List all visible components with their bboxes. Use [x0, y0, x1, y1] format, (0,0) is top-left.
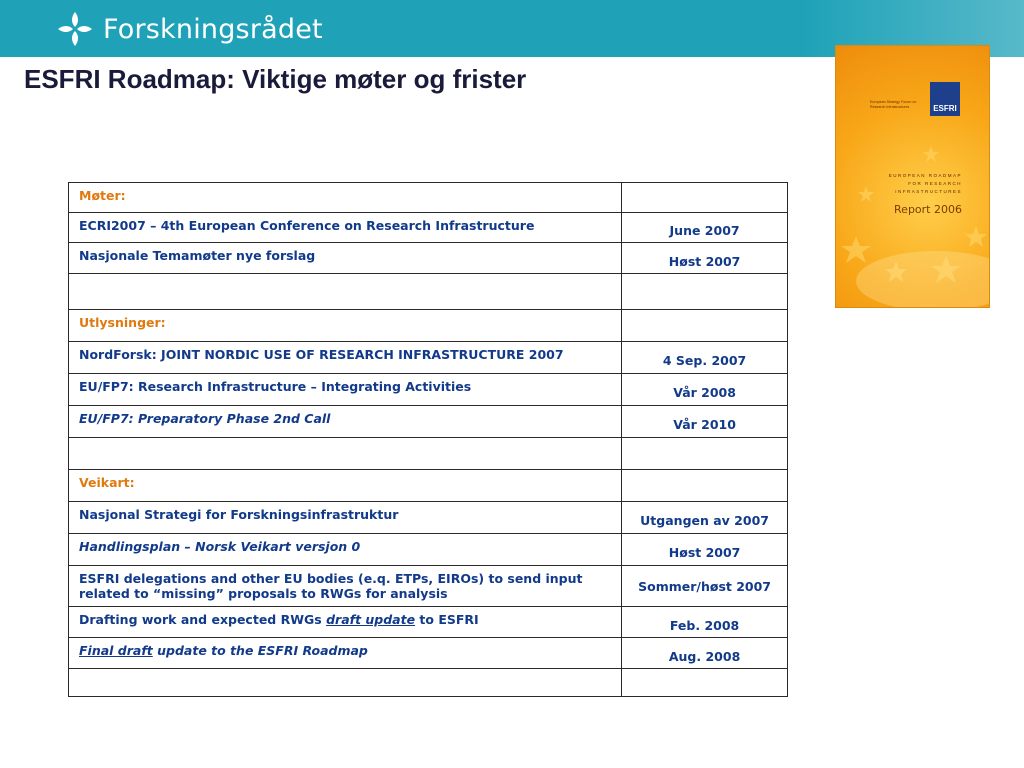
- forskningsradet-logo-icon: [55, 9, 95, 49]
- row-date: June 2007: [622, 213, 788, 243]
- row-text: Final draft update to the ESFRI Roadmap: [69, 638, 622, 669]
- row-text: Handlingsplan – Norsk Veikart versjon 0: [69, 534, 622, 566]
- row-text: ESFRI delegations and other EU bodies (e.q. ETPs, EIROs) to send input related to “missing” proposals to RWGs for analysis: [69, 566, 622, 607]
- section-header-row: [69, 310, 788, 342]
- org-name: Forskningsrådet: [103, 13, 323, 45]
- section-header-row: [69, 183, 788, 213]
- table-row: [69, 213, 788, 243]
- row-date: Utgangen av 2007: [622, 502, 788, 534]
- table-row: [69, 534, 788, 566]
- row-text: ECRI2007 – 4th European Conference on Research Infrastructure: [69, 213, 622, 243]
- table-row: [69, 342, 788, 374]
- slide-title: ESFRI Roadmap: Viktige møter og frister: [24, 64, 527, 94]
- table-row: [69, 607, 788, 638]
- row-date: Vår 2008: [622, 374, 788, 406]
- empty-row: [69, 274, 788, 310]
- final-draft-link[interactable]: Final draft: [79, 643, 153, 658]
- row-text: Drafting work and expected RWGs draft update to ESFRI: [69, 607, 622, 638]
- deadlines-table: [68, 182, 788, 697]
- empty-cell: [622, 183, 788, 213]
- table-row: [69, 374, 788, 406]
- row-date: Sommer/høst 2007: [622, 566, 788, 607]
- draft-update-link[interactable]: draft update: [326, 612, 416, 627]
- cover-small-text: European Strategy Forum on Research Infrastructures: [870, 100, 917, 109]
- esfri-logo: ESFRI: [930, 82, 960, 116]
- empty-row: [69, 438, 788, 470]
- row-text: Nasjonal Strategi for Forskningsinfrastruktur: [69, 502, 622, 534]
- cover-report-text: Report 2006: [894, 203, 962, 216]
- row-text: NordForsk: JOINT NORDIC USE OF RESEARCH INFRASTRUCTURE 2007: [69, 342, 622, 374]
- empty-cell: [622, 470, 788, 502]
- section-header-row: [69, 470, 788, 502]
- row-date: Feb. 2008: [622, 607, 788, 638]
- table-row: [69, 566, 788, 607]
- row-date: Høst 2007: [622, 534, 788, 566]
- esfri-report-cover-image: [835, 45, 990, 308]
- row-date: Aug. 2008: [622, 638, 788, 669]
- row-text: Nasjonale Temamøter nye forslag: [69, 243, 622, 274]
- table-row: [69, 502, 788, 534]
- empty-row: [69, 669, 788, 697]
- org-logo[interactable]: [55, 9, 323, 49]
- section-header-utlysninger: Utlysninger:: [69, 310, 622, 342]
- row-text: EU/FP7: Preparatory Phase 2nd Call: [69, 406, 622, 438]
- table-row: [69, 406, 788, 438]
- row-date: Høst 2007: [622, 243, 788, 274]
- row-date: 4 Sep. 2007: [622, 342, 788, 374]
- cover-roadmap-text: EUROPEAN ROADMAP FOR RESEARCH INFRASTRUCTURES: [888, 173, 962, 194]
- empty-cell: [622, 310, 788, 342]
- row-date: Vår 2010: [622, 406, 788, 438]
- table-row: [69, 638, 788, 669]
- section-header-moter: Møter:: [69, 183, 622, 213]
- section-header-veikart: Veikart:: [69, 470, 622, 502]
- row-text: EU/FP7: Research Infrastructure – Integrating Activities: [69, 374, 622, 406]
- table-row: [69, 243, 788, 274]
